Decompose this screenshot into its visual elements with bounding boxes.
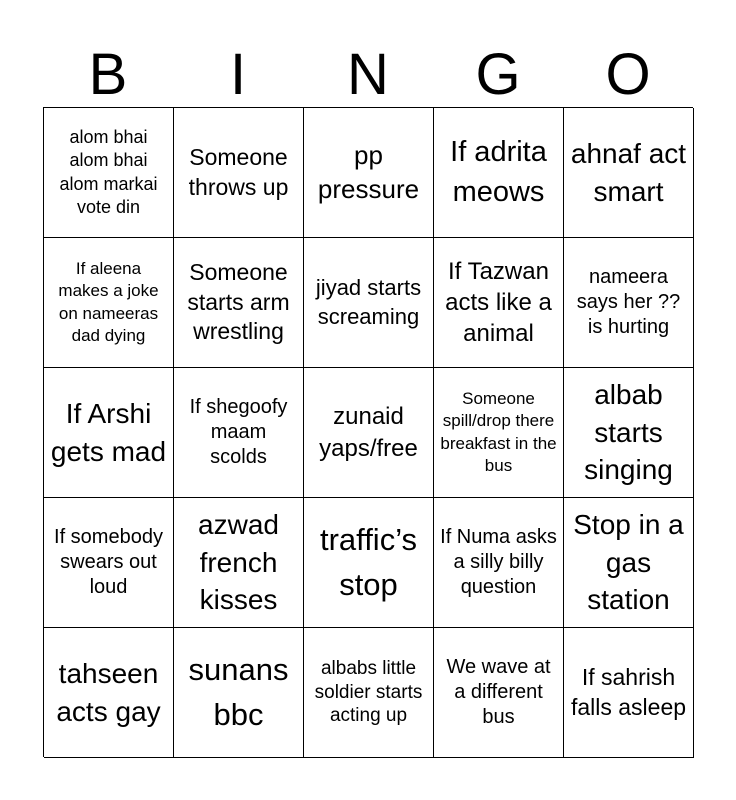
bingo-header: [43, 44, 693, 106]
cell-text: sunans bbc: [188, 652, 289, 732]
cell-text: If somebody swears out loud: [54, 526, 163, 598]
cell-text: If aleena makes a joke on nameeras dad dying: [58, 259, 159, 345]
bingo-cell[interactable]: [564, 108, 694, 238]
header-letter-o: O: [605, 42, 651, 107]
header-letter-i: I: [229, 42, 247, 107]
bingo-cell[interactable]: [564, 628, 694, 758]
cell-text: Stop in a gas station: [573, 508, 684, 616]
bingo-cell[interactable]: [44, 108, 174, 238]
cell-text: azwad french kisses: [198, 508, 279, 616]
cell-text: ahnaf act smart: [570, 137, 687, 207]
bingo-cell[interactable]: [564, 498, 694, 628]
bingo-cell[interactable]: [44, 628, 174, 758]
bingo-cell[interactable]: [44, 498, 174, 628]
cell-text: nameera says her ?? is hurting: [576, 266, 681, 338]
cell-text: If sahrish falls asleep: [570, 663, 687, 720]
bingo-cell[interactable]: [564, 368, 694, 498]
cell-text: albab starts singing: [584, 378, 673, 486]
bingo-cell[interactable]: [434, 628, 564, 758]
cell-text: If Numa asks a silly billy question: [440, 526, 557, 598]
cell-text: If shegoofy maam scolds: [189, 396, 288, 468]
bingo-board: [43, 107, 693, 757]
cell-text: traffic’s stop: [319, 522, 418, 602]
cell-text: pp pressure: [317, 139, 420, 204]
bingo-cell[interactable]: [434, 238, 564, 368]
cell-text: If Arshi gets mad: [50, 397, 167, 467]
bingo-cell[interactable]: [174, 238, 304, 368]
bingo-cell[interactable]: [304, 368, 434, 498]
bingo-cell[interactable]: [304, 628, 434, 758]
cell-text: Someone spill/drop there breakfast in the bus: [440, 389, 557, 475]
cell-text: tahseen acts gay: [56, 657, 161, 727]
cell-text: We wave at a different bus: [446, 656, 551, 728]
bingo-cell[interactable]: [174, 108, 304, 238]
bingo-cell[interactable]: [44, 368, 174, 498]
bingo-cell[interactable]: [174, 628, 304, 758]
bingo-cell[interactable]: [44, 238, 174, 368]
header-letter-g: G: [475, 42, 521, 107]
bingo-cell[interactable]: [434, 108, 564, 238]
bingo-cell[interactable]: [304, 238, 434, 368]
cell-text: albabs little soldier starts acting up: [314, 657, 423, 727]
cell-text: Someone starts arm wrestling: [187, 258, 290, 345]
header-letter-b: B: [88, 42, 128, 107]
bingo-cell[interactable]: [304, 108, 434, 238]
cell-text: alom bhai alom bhai alom markai vote din: [59, 127, 158, 217]
bingo-cell[interactable]: [304, 498, 434, 628]
bingo-cell[interactable]: [434, 368, 564, 498]
cell-text: Someone throws up: [188, 143, 289, 200]
bingo-cell[interactable]: [174, 368, 304, 498]
bingo-cell[interactable]: [564, 238, 694, 368]
cell-text: If adrita meows: [450, 136, 547, 208]
cell-text: zunaid yaps/free: [319, 403, 418, 462]
cell-text: jiyad starts screaming: [315, 274, 422, 329]
header-letter-n: N: [347, 42, 389, 107]
bingo-cell[interactable]: [174, 498, 304, 628]
bingo-cell[interactable]: [434, 498, 564, 628]
cell-text: If Tazwan acts like a animal: [445, 257, 552, 348]
